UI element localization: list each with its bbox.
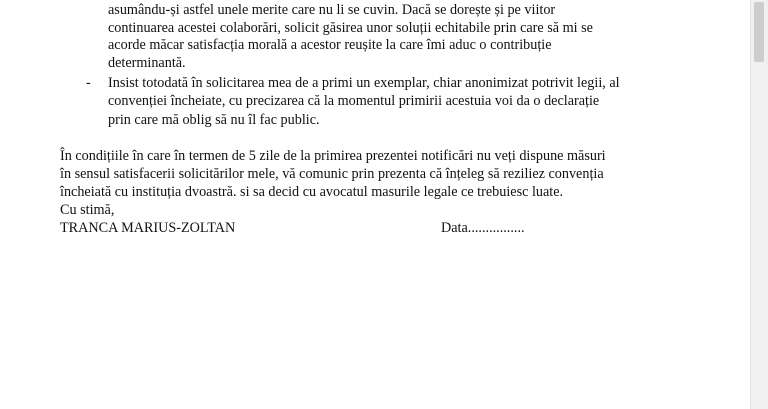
paragraph-line-3: încheiată cu instituția dvoastră. si sa decid cu avocatul masurile legale ce trebuiesc luate. [60,184,564,200]
vertical-scrollbar[interactable] [750,0,768,409]
bullet1-line-3: acorde măcar satisfacția morală a acestor reușite la care îmi aduc o contribuție [108,37,552,53]
bullet2-line-1: Insist totodată în solicitarea mea de a primi un exemplar, chiar anonimizat potrivit legii, al [108,75,620,91]
bullet2-line-3: prin care mă oblig să nu îl fac public. [108,112,320,128]
bullet2-line-2: convenției încheiate, cu precizarea că la momentul primirii acestuia voi da o declarație [108,93,600,109]
bullet1-line-1: asumându-și astfel unele merite care nu li se cuvin. Dacă se dorește și pe viitor [108,2,556,18]
paragraph-line-1: În condițiile în care în termen de 5 zile de la primirea prezentei notificări nu veți dispune măsuri [60,148,606,164]
bullet1-line-4: determinantă. [108,55,186,71]
scrollbar-thumb[interactable] [754,2,764,62]
bullet1-line-2: continuarea acestei colaborări, solicit găsirea unor soluții echitabile prin care să mi se [108,20,593,36]
signature-name: TRANCA MARIUS-ZOLTAN [60,220,236,236]
date-label: Data................ [441,220,525,236]
closing-line: Cu stimă, [60,202,115,218]
paragraph-line-2: în sensul satisfacerii solicitărilor mele, vă comunic prin prezenta că înțeleg să reziliez convenția [60,166,604,182]
bullet2-marker: - [86,75,91,91]
